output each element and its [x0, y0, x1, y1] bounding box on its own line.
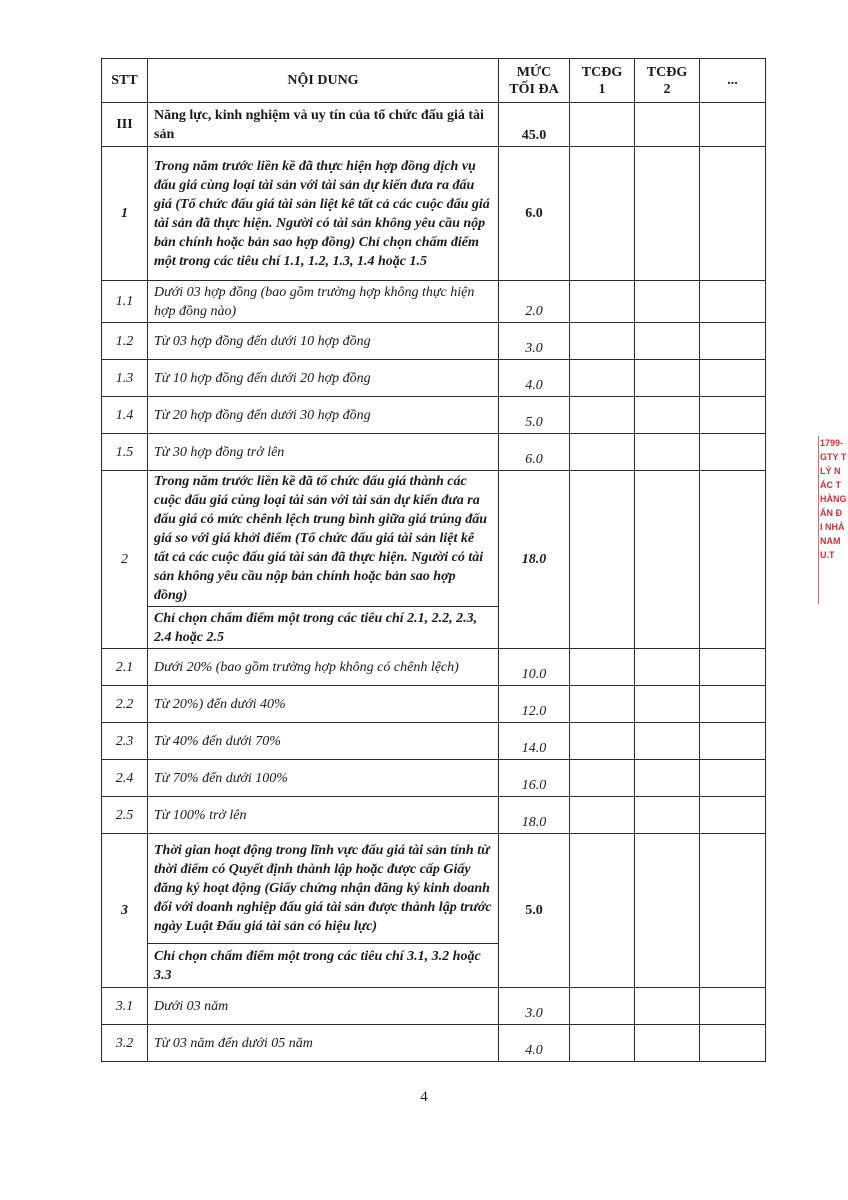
- row-content: Dưới 03 hợp đồng (bao gồm trường hợp không thực hiện hợp đồng nào): [148, 281, 499, 323]
- tcdg1-cell: [570, 360, 635, 397]
- row-max-score: 6.0: [499, 434, 570, 471]
- row-max-score: 6.0: [499, 147, 570, 281]
- row-stt: 2.4: [102, 760, 148, 797]
- row-max-score: 12.0: [499, 686, 570, 723]
- red-stamp-fragment: [818, 436, 848, 606]
- tcdg1-cell: [570, 103, 635, 147]
- tcdg2-cell: [635, 434, 700, 471]
- tcdg1-cell: [570, 281, 635, 323]
- tcdg1-cell: [570, 1025, 635, 1062]
- row-max-score: 18.0: [499, 797, 570, 834]
- tcdg2-cell: [635, 834, 700, 988]
- stamp-line: I NHẢ: [820, 522, 845, 532]
- tcdg1-cell: [570, 434, 635, 471]
- more-cell: [700, 147, 766, 281]
- tcdg1-cell: [570, 723, 635, 760]
- more-cell: [700, 760, 766, 797]
- more-cell: [700, 323, 766, 360]
- page-number: 4: [420, 1089, 428, 1105]
- row-content: Từ 03 năm đến dưới 05 năm: [148, 1025, 499, 1062]
- stamp-line: U.T: [820, 550, 835, 560]
- table-row: [102, 147, 766, 281]
- tcdg2-cell: [635, 723, 700, 760]
- row-note: Chỉ chọn chấm điểm một trong các tiêu chí 2.1, 2.2, 2.3, 2.4 hoặc 2.5: [148, 607, 499, 649]
- tcdg1-cell: [570, 797, 635, 834]
- row-content: Từ 70% đến dưới 100%: [148, 760, 499, 797]
- more-cell: [700, 834, 766, 988]
- row-content: Dưới 03 năm: [148, 988, 499, 1025]
- tcdg1-cell: [570, 147, 635, 281]
- row-content: Trong năm trước liền kề đã thực hiện hợp đồng dịch vụ đấu giá cùng loại tài sản với tài sản dự kiến đưa ra đấu giá (Tổ chức đấu giá tài sản liệt kê tất cả các cuộc đấu giá tài sản đã thực hiện. Người có tài sản không yêu cầu nộp bản chính hoặc bản sao hợp đồng) Chỉ chọn chấm điểm một trong các tiêu chí 1.1, 1.2, 1.3, 1.4 hoặc 1.5: [148, 147, 499, 281]
- tcdg1-cell: [570, 686, 635, 723]
- row-note: Chỉ chọn chấm điểm một trong các tiêu chí 3.1, 3.2 hoặc 3.3: [148, 944, 499, 988]
- table-row: [102, 360, 766, 397]
- row-stt: 1.4: [102, 397, 148, 434]
- header-tcdg-1: [570, 59, 635, 103]
- row-stt: 1.2: [102, 323, 148, 360]
- more-cell: [700, 471, 766, 649]
- table-row: [102, 1025, 766, 1062]
- tcdg2-cell: [635, 988, 700, 1025]
- more-cell: [700, 281, 766, 323]
- header-muc-toi-da: [499, 59, 570, 103]
- tcdg1-cell: [570, 323, 635, 360]
- header-muc: MỨC: [516, 64, 552, 80]
- tcdg1-cell: [570, 397, 635, 434]
- stamp-line: ẨN Đ: [820, 508, 842, 518]
- tcdg2-cell: [635, 147, 700, 281]
- tcdg1-cell: [570, 834, 635, 988]
- row-content: Từ 40% đến dưới 70%: [148, 723, 499, 760]
- row-max-score: 14.0: [499, 723, 570, 760]
- tcdg2-cell: [635, 103, 700, 147]
- row-content: Từ 100% trở lên: [148, 797, 499, 834]
- row-stt: 2.1: [102, 649, 148, 686]
- more-cell: [700, 103, 766, 147]
- row-max-score: 3.0: [499, 323, 570, 360]
- more-cell: [700, 360, 766, 397]
- row-max-score: 4.0: [499, 360, 570, 397]
- row-stt: 3: [102, 834, 148, 988]
- stamp-line: 1799-: [820, 438, 844, 448]
- tcdg2-cell: [635, 281, 700, 323]
- tcdg1-cell: [570, 988, 635, 1025]
- tcdg2-cell: [635, 686, 700, 723]
- more-cell: [700, 434, 766, 471]
- row-stt: III: [102, 103, 148, 147]
- tcdg1-cell: [570, 649, 635, 686]
- header-tcdg1-label: TCĐG: [581, 64, 623, 80]
- table-row: [102, 323, 766, 360]
- more-cell: [700, 397, 766, 434]
- stamp-line: GTY T: [820, 452, 847, 462]
- row-stt: 3.1: [102, 988, 148, 1025]
- header-toi-da: TỐI ĐA: [509, 81, 559, 97]
- row-stt: 2: [102, 471, 148, 649]
- row-stt: 2.3: [102, 723, 148, 760]
- row-stt: 2.5: [102, 797, 148, 834]
- row-stt: 2.2: [102, 686, 148, 723]
- row-max-score: 16.0: [499, 760, 570, 797]
- tcdg2-cell: [635, 471, 700, 649]
- row-max-score: 5.0: [499, 834, 570, 988]
- table-row: [102, 723, 766, 760]
- more-cell: [700, 1025, 766, 1062]
- table-row: [102, 397, 766, 434]
- tcdg2-cell: [635, 360, 700, 397]
- tcdg1-cell: [570, 760, 635, 797]
- row-content: Từ 30 hợp đồng trở lên: [148, 434, 499, 471]
- more-cell: [700, 723, 766, 760]
- table-row: [102, 649, 766, 686]
- header-row: [102, 59, 766, 103]
- row-stt: 1.5: [102, 434, 148, 471]
- table-row: [102, 797, 766, 834]
- row-max-score: 45.0: [499, 103, 570, 147]
- row-stt: 1.1: [102, 281, 148, 323]
- row-content: Từ 03 hợp đồng đến dưới 10 hợp đồng: [148, 323, 499, 360]
- row-max-score: 4.0: [499, 1025, 570, 1062]
- row-stt: 3.2: [102, 1025, 148, 1062]
- more-cell: [700, 797, 766, 834]
- header-stt: STT: [102, 59, 148, 103]
- tcdg2-cell: [635, 760, 700, 797]
- stamp-line: ÁC T: [820, 480, 841, 490]
- row-max-score: 5.0: [499, 397, 570, 434]
- stamp-line: LÝ N: [820, 466, 841, 476]
- row-content: Trong năm trước liền kề đã tổ chức đấu giá thành các cuộc đấu giá cùng loại tài sản với tài sản dự kiến đưa ra đấu giá có mức chênh lệch trung bình giữa giá trúng đấu giá so với giá khởi điểm (Tổ chức đấu giá tài sản liệt kê tất cả các cuộc đấu giá tài sản đã thực hiện. Người có tài sản không yêu cầu nộp bản chính hoặc bản sao hợp đồng): [148, 471, 499, 607]
- header-tcdg2-number: 2: [663, 81, 671, 97]
- table-row: [102, 686, 766, 723]
- table-row: [102, 281, 766, 323]
- table-row: [102, 760, 766, 797]
- more-cell: [700, 686, 766, 723]
- stamp-border: [818, 436, 848, 604]
- header-tcdg-2: [635, 59, 700, 103]
- row-stt: 1: [102, 147, 148, 281]
- row-max-score: 18.0: [499, 471, 570, 649]
- row-max-score: 2.0: [499, 281, 570, 323]
- table-row: [102, 103, 766, 147]
- row-max-score: 3.0: [499, 988, 570, 1025]
- header-noi-dung: NỘI DUNG: [148, 59, 499, 103]
- row-content: Dưới 20% (bao gồm trường hợp không có chênh lệch): [148, 649, 499, 686]
- tcdg2-cell: [635, 649, 700, 686]
- table-row: [102, 434, 766, 471]
- tcdg2-cell: [635, 797, 700, 834]
- table-row: [102, 988, 766, 1025]
- header-tcdg2-label: TCĐG: [646, 64, 688, 80]
- header-tcdg1-number: 1: [598, 81, 606, 97]
- row-max-score: 10.0: [499, 649, 570, 686]
- more-cell: [700, 649, 766, 686]
- row-content: Thời gian hoạt động trong lĩnh vực đấu giá tài sản tính từ thời điểm có Quyết định thành lập hoặc được cấp Giấy đăng ký hoạt động (Giấy chứng nhận đăng ký kinh doanh đối với doanh nghiệp đấu giá tài sản được thành lập trước ngày Luật Đấu giá tài sản có hiệu lực): [148, 834, 499, 944]
- stamp-line: NAM: [820, 536, 841, 546]
- tcdg2-cell: [635, 1025, 700, 1062]
- row-content: Năng lực, kinh nghiệm và uy tín của tổ chức đấu giá tài sản: [148, 103, 499, 147]
- tcdg1-cell: [570, 471, 635, 649]
- table-row: [102, 834, 766, 944]
- tcdg2-cell: [635, 397, 700, 434]
- tcdg2-cell: [635, 323, 700, 360]
- table-row: [102, 471, 766, 607]
- row-content: Từ 20%) đến dưới 40%: [148, 686, 499, 723]
- row-content: Từ 20 hợp đồng đến dưới 30 hợp đồng: [148, 397, 499, 434]
- row-stt: 1.3: [102, 360, 148, 397]
- header-more: ...: [700, 59, 766, 103]
- row-content: Từ 10 hợp đồng đến dưới 20 hợp đồng: [148, 360, 499, 397]
- more-cell: [700, 988, 766, 1025]
- stamp-line: HÀNG: [820, 494, 847, 504]
- scoring-table: [101, 58, 766, 1062]
